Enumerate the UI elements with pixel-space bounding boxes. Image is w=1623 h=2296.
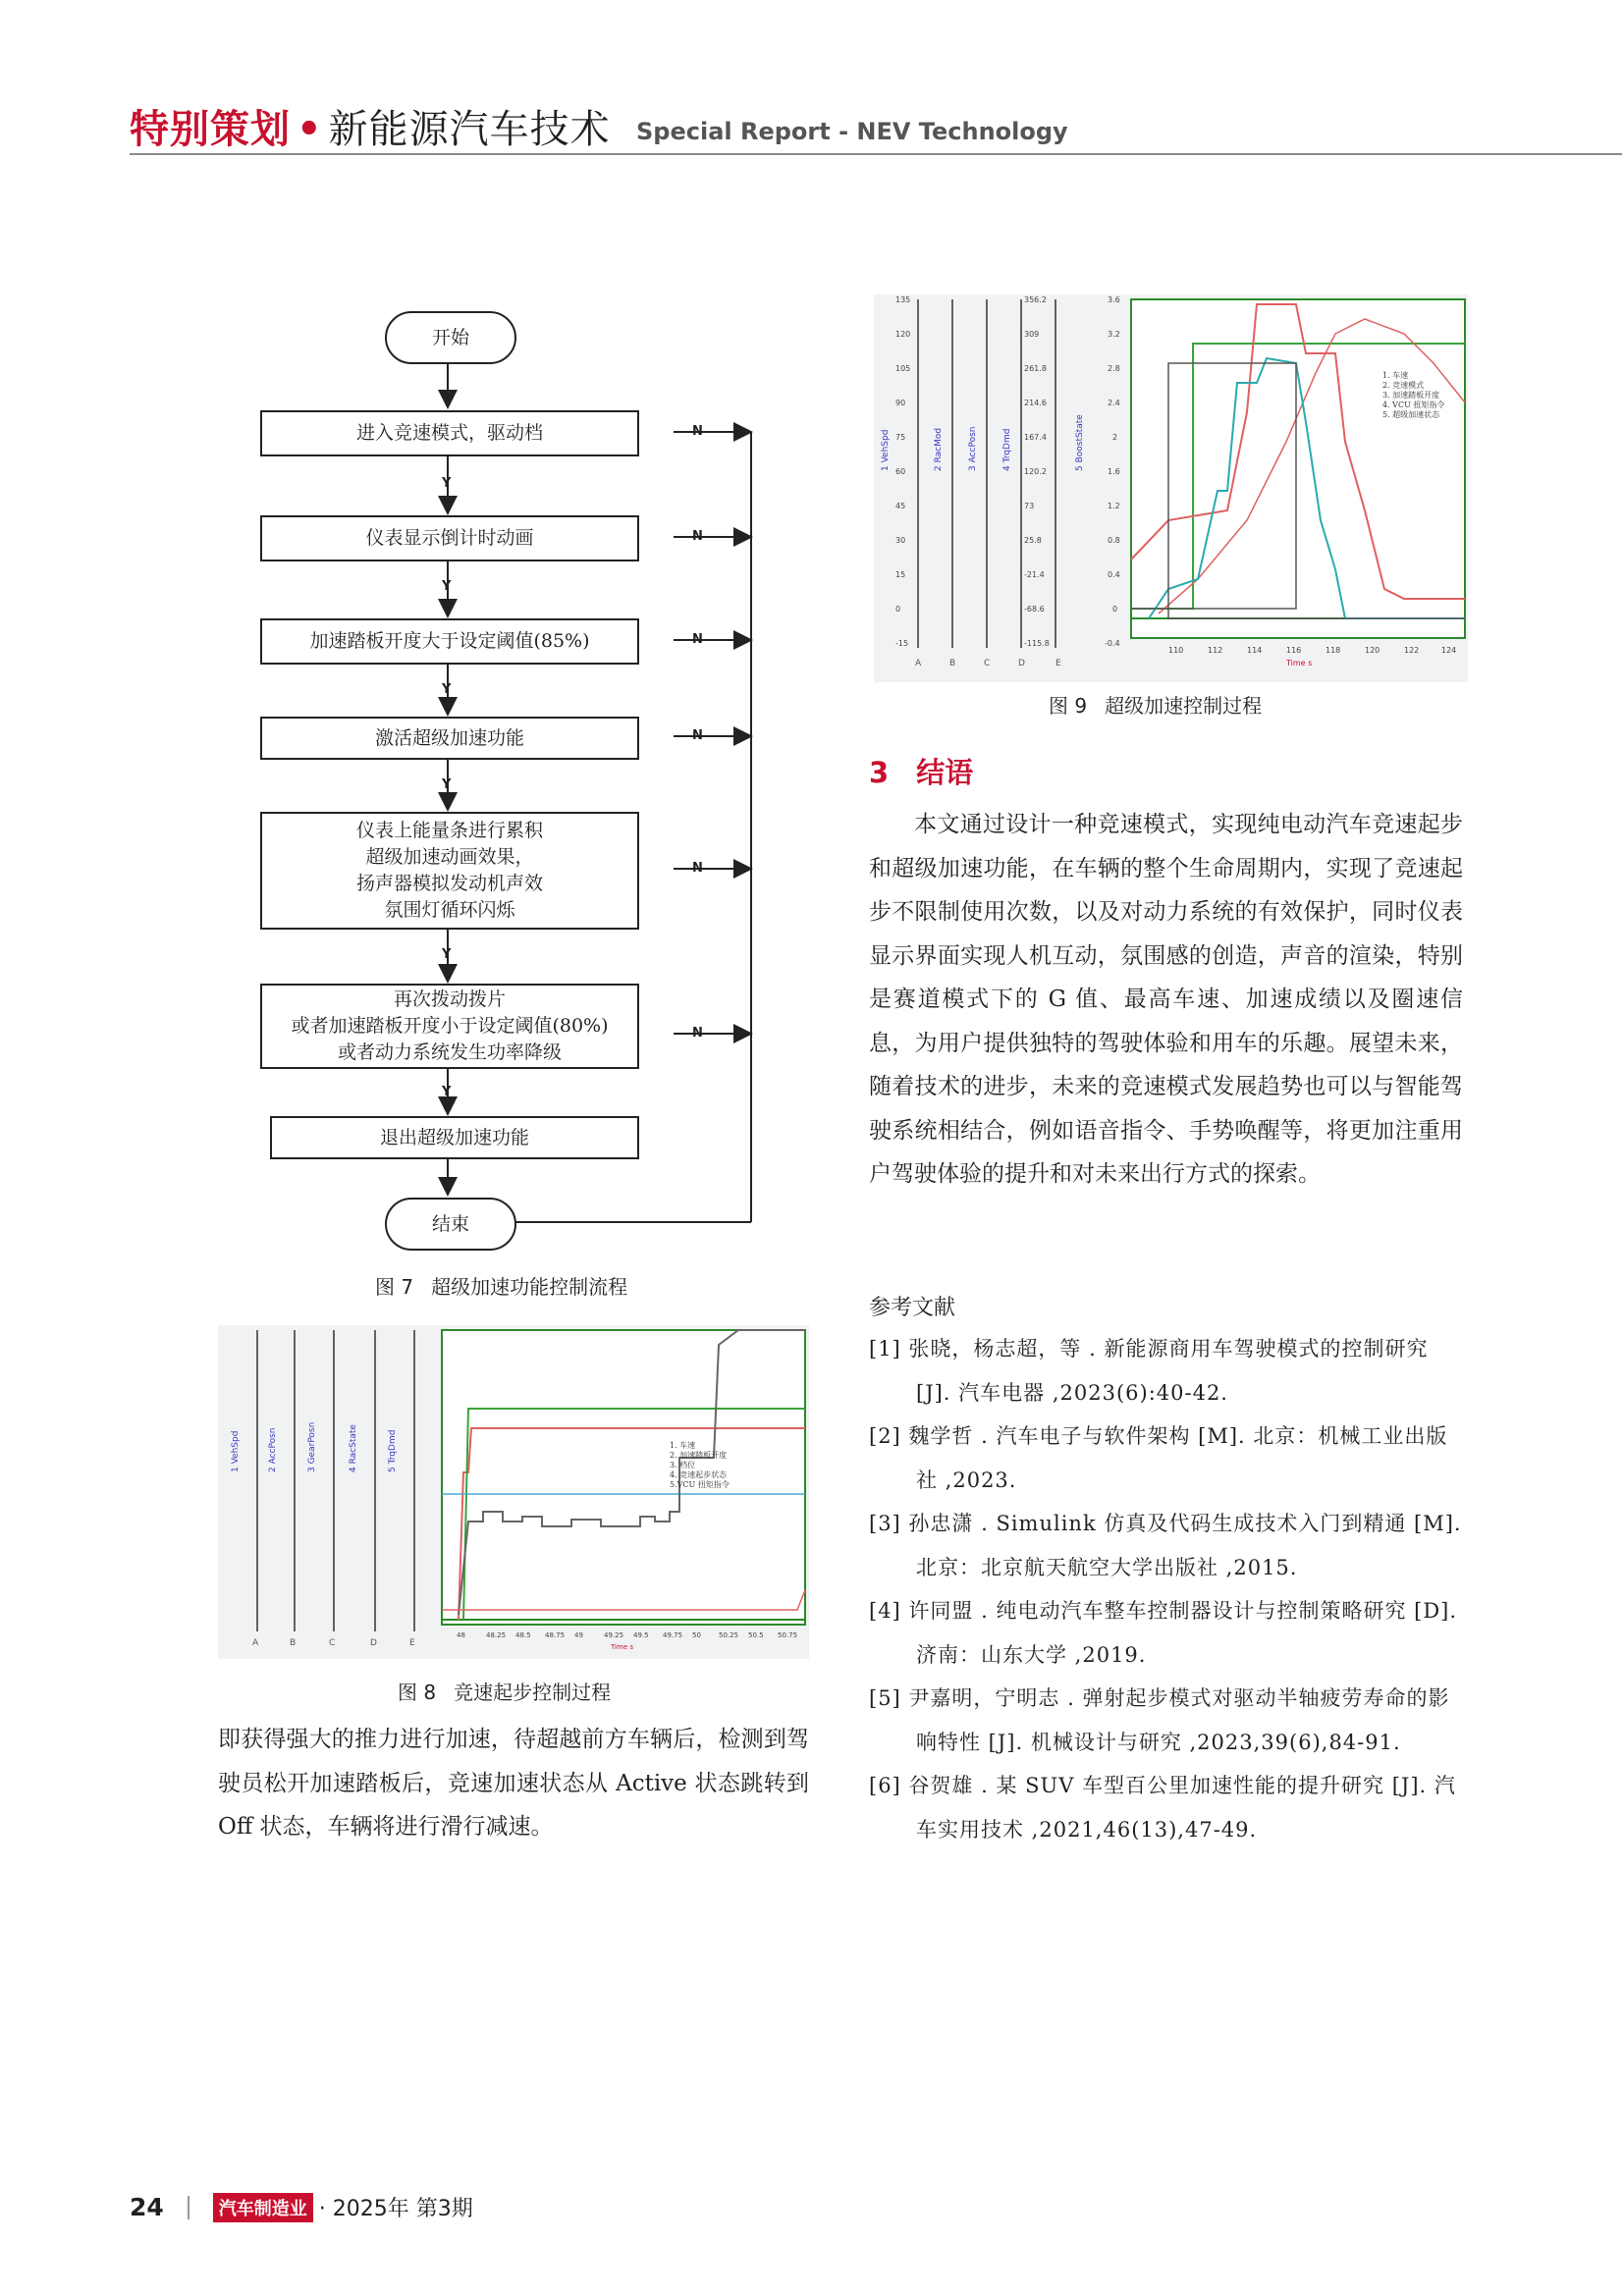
- fig9-legend-item: 5. 超级加速状态: [1382, 410, 1440, 419]
- reference-item: [6] 谷贺雄 . 某 SUV 车型百公里加速性能的提升研究 [J]. 汽车实用技术 ,2021,46(13),47-49.: [869, 1774, 1456, 1842]
- fig9-xtick: 120: [1365, 646, 1380, 655]
- fig9-ytick: -68.6: [1024, 605, 1045, 614]
- flow-no-label: N: [692, 861, 703, 876]
- flow-step-5: [260, 812, 639, 930]
- flow-step-5-line: 扬声器模拟发动机声效: [355, 873, 543, 894]
- reference-item: [5] 尹嘉明，宁明志 . 弹射起步模式对驱动半轴疲劳寿命的影响特性 [J]. 机械设计与研究 ,2023,39(6),84-91.: [869, 1686, 1450, 1754]
- magazine-logo: 汽车制造业: [213, 2193, 313, 2222]
- fig8-xtick: 49.75: [663, 1631, 683, 1639]
- flow-no-label: N: [692, 1026, 703, 1041]
- fig8-legend-item: 2. 加速踏板开度: [670, 1451, 728, 1460]
- fig9-plot-area: [1131, 299, 1465, 638]
- flow-end: 结束: [385, 1198, 516, 1251]
- fig8-xtick: 48.75: [545, 1631, 566, 1639]
- fig9-ytick: 2.4: [1108, 399, 1120, 407]
- fig8-axis-label: 3 GearPosn: [307, 1421, 317, 1472]
- flow-step-3: 加速踏板开度大于设定阈值(85%): [260, 618, 639, 665]
- flow-start: 开始: [385, 311, 516, 364]
- fig9-plot: [874, 294, 1468, 682]
- fig9-ytick: 73: [1024, 502, 1035, 510]
- flow-yes-label: Y: [442, 1085, 452, 1099]
- fig8-axis-label: 4 RacState: [349, 1424, 358, 1472]
- fig8-xlabel: Time s: [611, 1643, 634, 1651]
- fig8-legend-item: 3. 档位: [670, 1461, 696, 1469]
- header-rule: [130, 153, 1622, 155]
- fig9-ytick: -21.4: [1024, 570, 1045, 579]
- fig9-ytick: 90: [895, 399, 906, 407]
- fig9-ytick: 135: [895, 295, 911, 304]
- fig9-ytick: 30: [895, 536, 906, 545]
- fig8-xtick: 49: [574, 1631, 583, 1639]
- fig9-axis-label: 1 VehSpd: [881, 429, 891, 471]
- fig9-xtick: 114: [1247, 646, 1263, 655]
- fig8-xtick: 48.25: [486, 1631, 507, 1639]
- fig8-axis-label: 2 AccPosn: [268, 1427, 278, 1472]
- header-subtitle: 新能源汽车技术: [328, 107, 611, 152]
- fig9-ytick: 1.6: [1108, 467, 1120, 476]
- fig9-legend-item: 4. VCU 扭矩指令: [1382, 400, 1445, 409]
- fig8-xtick: 50: [692, 1631, 701, 1639]
- fig9-ytick: 214.6: [1024, 399, 1047, 407]
- flow-no-label: N: [692, 529, 703, 544]
- flow-no-label: N: [692, 424, 703, 439]
- fig9-col: A: [915, 659, 922, 668]
- fig9-axis-label: 5 BoostState: [1075, 414, 1085, 471]
- fig9-xtick: 112: [1208, 646, 1223, 655]
- fig9-ytick: 0: [895, 605, 901, 614]
- fig9-ytick: -115.8: [1024, 639, 1050, 648]
- flow-yes-label: Y: [442, 579, 452, 594]
- fig9-title: 超级加速控制过程: [1105, 694, 1263, 718]
- page-number: 24: [130, 2193, 164, 2221]
- flow-no-label: N: [692, 728, 703, 743]
- fig8-xtick: 50.25: [719, 1631, 739, 1639]
- fig9-ytick: 167.4: [1024, 433, 1047, 442]
- fig9-xtick: 122: [1404, 646, 1420, 655]
- fig9-ytick: 309: [1024, 330, 1040, 339]
- fig8-xtick: 49.25: [604, 1631, 624, 1639]
- flowchart: [245, 299, 776, 1252]
- fig9-xtick: 118: [1325, 646, 1341, 655]
- fig8-col: E: [409, 1638, 415, 1648]
- footer: [130, 2192, 473, 2222]
- fig9-number: 图 9: [1049, 694, 1088, 718]
- fig8-plot-area: [442, 1330, 805, 1625]
- fig8-plot: [218, 1325, 809, 1659]
- footer-divider: [188, 2196, 189, 2219]
- fig8-xtick: 49.5: [633, 1631, 649, 1639]
- fig9-ytick: 25.8: [1024, 536, 1042, 545]
- fig9-ytick: 15: [895, 570, 906, 579]
- fig9-xtick: 116: [1286, 646, 1302, 655]
- fig9-col: E: [1055, 659, 1061, 668]
- fig8-legend-item: 5.VCU 扭矩指令: [670, 1480, 730, 1489]
- fig9-ytick: 356.2: [1024, 295, 1047, 304]
- fig9-ytick: -0.4: [1105, 639, 1120, 648]
- fig8-xtick: 48.5: [515, 1631, 531, 1639]
- fig8-axis-label: 1 VehSpd: [231, 1430, 241, 1472]
- fig9-col: D: [1018, 659, 1025, 668]
- fig9-ytick: 2.8: [1108, 364, 1120, 373]
- flow-no-label: N: [692, 632, 703, 647]
- fig9-ytick: -15: [895, 639, 909, 648]
- flow-step-1: 进入竞速模式，驱动档: [260, 410, 639, 456]
- fig9-ytick: 0.8: [1108, 536, 1120, 545]
- fig7-number: 图 7: [375, 1275, 414, 1299]
- fig9-ytick: 105: [895, 364, 911, 373]
- fig9-xtick: 124: [1441, 646, 1457, 655]
- fig8-col: C: [329, 1638, 336, 1648]
- section3-paragraph: 本文通过设计一种竞速模式，实现纯电动汽车竞速起步和超级加速功能，在车辆的整个生命周期内，实现了竞速起步不限制使用次数，以及对动力系统的有效保护，同时仪表显示界面实现人机互动，氛围感的创造，声音的渲染，特别是赛道模式下的 G 值、最高车速、加速成绩以及圈速信息，为用户提供独特的驾驶体验和用车的乐趣。展望未来，随着技术的进步，未来的竞速模式发展趋势也可以与智能驾驶系统相结合，例如语音指令、手势唤醒等，将更加注重用户驾驶体验的提升和对未来出行方式的探索。: [869, 812, 1463, 1187]
- reference-item: [2] 魏学哲 . 汽车电子与软件架构 [M]. 北京：机械工业出版社 ,2023.: [869, 1424, 1448, 1492]
- fig9-ytick: 0.4: [1108, 570, 1120, 579]
- fig9-ytick: 3.2: [1108, 330, 1120, 339]
- fig9-ytick: 1.2: [1108, 502, 1120, 510]
- fig8-col: A: [252, 1638, 259, 1648]
- fig8-number: 图 8: [398, 1681, 437, 1704]
- header-title-main: 特别策划: [130, 107, 291, 152]
- fig9-ytick: 3.6: [1108, 295, 1120, 304]
- flow-step-6: [260, 984, 639, 1069]
- flow-step-5-line: 超级加速动画效果，: [365, 846, 534, 868]
- references-title: 参考文献: [869, 1296, 956, 1320]
- reference-item: [3] 孙忠潇 . Simulink 仿真及代码生成技术入门到精通 [M]. 北京：北京航天航空大学出版社 ,2015.: [869, 1512, 1462, 1579]
- reference-item: [4] 许同盟 . 纯电动汽车整车控制器设计与控制策略研究 [D]. 济南：山东大学 ,2019.: [869, 1599, 1458, 1667]
- fig9-legend-item: 3. 加速踏板开度: [1382, 391, 1440, 400]
- header-dot: •: [297, 107, 323, 152]
- fig9-col: B: [949, 659, 956, 668]
- flow-yes-label: Y: [442, 947, 452, 962]
- header-title-en: Special Report - NEV Technology: [636, 118, 1068, 145]
- flow-step-6-line: 或者加速踏板开度小于设定阈值(80%): [291, 1015, 609, 1037]
- fig8-caption: [398, 1677, 611, 1705]
- flow-yes-label: Y: [442, 682, 452, 697]
- reference-item: [1] 张晓，杨志超，等 . 新能源商用车驾驶模式的控制研究 [J]. 汽车电器 ,2023(6):40-42.: [869, 1337, 1429, 1405]
- flow-step-2: 仪表显示倒计时动画: [260, 515, 639, 561]
- flow-exit: 退出超级加速功能: [270, 1116, 639, 1159]
- fig9-ytick: 0: [1112, 605, 1118, 614]
- fig9-axis-label: 4 TrqDmd: [1002, 428, 1012, 471]
- fig8-title: 竞速起步控制过程: [454, 1681, 612, 1704]
- left-paragraph: 即获得强大的推力进行加速，待超越前方车辆后，检测到驾驶员松开加速踏板后，竞速加速状态从 Active 状态跳转到 Off 状态，车辆将进行滑行减速。: [218, 1727, 809, 1840]
- fig9-axis-label: 3 AccPosn: [968, 426, 978, 471]
- fig9-chart: [874, 294, 1468, 682]
- section-title: 结语: [916, 756, 974, 789]
- flow-step-5-line: 氛围灯循环闪烁: [384, 899, 515, 921]
- fig7-caption: [375, 1271, 627, 1300]
- fig9-ytick: 120: [895, 330, 911, 339]
- fig8-xtick: 50.75: [778, 1631, 798, 1639]
- fig8-axis-label: 5 TrqDmd: [388, 1429, 398, 1472]
- fig9-legend-item: 2. 竞速模式: [1382, 381, 1425, 390]
- fig7-title: 超级加速功能控制流程: [431, 1275, 628, 1299]
- flow-step-4: 激活超级加速功能: [260, 717, 639, 760]
- fig9-legend-item: 1. 车速: [1382, 371, 1409, 380]
- fig9-ytick: 261.8: [1024, 364, 1047, 373]
- fig9-ytick: 2: [1112, 433, 1118, 442]
- fig9-axis-label: 2 RacMod: [934, 427, 944, 471]
- fig9-ytick: 45: [895, 502, 906, 510]
- fig9-xtick: 110: [1168, 646, 1184, 655]
- fig9-caption: [1049, 690, 1262, 719]
- fig9-ytick: 120.2: [1024, 467, 1047, 476]
- flow-step-6-line: 或者动力系统发生功率降级: [337, 1041, 562, 1063]
- fig8-xtick: 48: [457, 1631, 465, 1639]
- fig8-xtick: 50.5: [748, 1631, 764, 1639]
- section-number: 3: [869, 756, 890, 789]
- flow-step-5-line: 仪表上能量条进行累积: [355, 820, 543, 841]
- fig8-col: B: [290, 1638, 297, 1648]
- flow-step-6-line: 再次拨动拨片: [393, 988, 506, 1010]
- section-heading: [869, 751, 973, 791]
- fig9-ytick: 60: [895, 467, 906, 476]
- fig8-legend-item: 1. 车速: [670, 1441, 696, 1450]
- fig9-ytick: 75: [895, 433, 906, 442]
- fig9-col: C: [984, 659, 991, 668]
- flow-yes-label: Y: [442, 777, 452, 792]
- fig8-legend-item: 4. 竞速起步状态: [670, 1470, 728, 1479]
- fig9-xlabel: Time s: [1286, 659, 1313, 667]
- fig8-col: D: [370, 1638, 377, 1648]
- references-list: [869, 1327, 1463, 1851]
- issue-info: · 2025年 第3期: [318, 2197, 473, 2221]
- flow-yes-label: Y: [442, 476, 452, 491]
- fig8-chart: [218, 1325, 809, 1659]
- header-title: [130, 98, 611, 154]
